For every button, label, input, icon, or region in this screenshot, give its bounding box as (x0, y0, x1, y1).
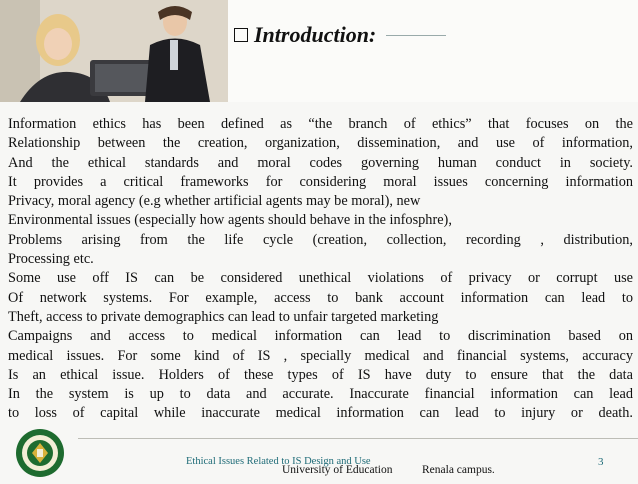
slide-title-text: Introduction: (254, 22, 377, 47)
university-seal-logo (10, 427, 70, 479)
paragraph-line: Campaigns and access to medical information can lead to discrimination based on (8, 328, 633, 345)
footer-course-title: Ethical Issues Related to IS Design and Use (186, 456, 371, 467)
title-rule (386, 35, 446, 36)
paragraph-line: Environmental issues (especially how agents should behave in the infosphre), (8, 212, 452, 229)
checkbox-bullet-icon (234, 28, 248, 42)
paragraph-line: Processing etc. (8, 251, 94, 268)
paragraph-line: Some use off IS can be considered unethical violations of privacy or corrupt use (8, 270, 633, 287)
paragraph-line: Theft, access to private demographics can lead to unfair targeted marketing (8, 308, 439, 325)
header-photo (0, 0, 228, 102)
paragraph-line: medical issues. For some kind of IS , specially medical and financial systems, accuracy (8, 347, 633, 364)
paragraph-line: to loss of capital while inaccurate medical information can lead to injury or death. (8, 405, 633, 422)
slide-title (234, 22, 446, 48)
title-area (228, 0, 638, 102)
paragraph-line: Is an ethical issue. Holders of these types of IS have duty to ensure that the data (8, 366, 633, 383)
paragraph-line: Privacy, moral agency (e.g whether artificial agents may be moral), new (8, 193, 421, 210)
seal-icon (10, 427, 70, 479)
paragraph (8, 115, 633, 424)
paragraph-line: And the ethical standards and moral codes governing human conduct in society. (8, 154, 633, 171)
office-workers-illustration (0, 0, 228, 102)
footer-university: University of Education (282, 464, 393, 476)
footer-divider (78, 438, 638, 439)
paragraph-line: Relationship between the creation, organization, dissemination, and use of information, (8, 135, 633, 152)
paragraph-line: It provides a critical frameworks for considering moral issues concerning information (8, 173, 633, 190)
paragraph-line: In the system is up to data and accurate. Inaccurate financial information can lead (8, 386, 633, 403)
paragraph-line: Of network systems. For example, access to bank account information can lead to (8, 289, 633, 306)
paragraph-line: Information ethics has been defined as “the branch of ethics” that focuses on the (8, 116, 633, 132)
paragraph-line: Problems arising from the life cycle (creation, collection, recording , distribution, (8, 231, 633, 248)
page-number: 3 (598, 456, 604, 468)
footer-campus: Renala campus. (422, 464, 495, 476)
